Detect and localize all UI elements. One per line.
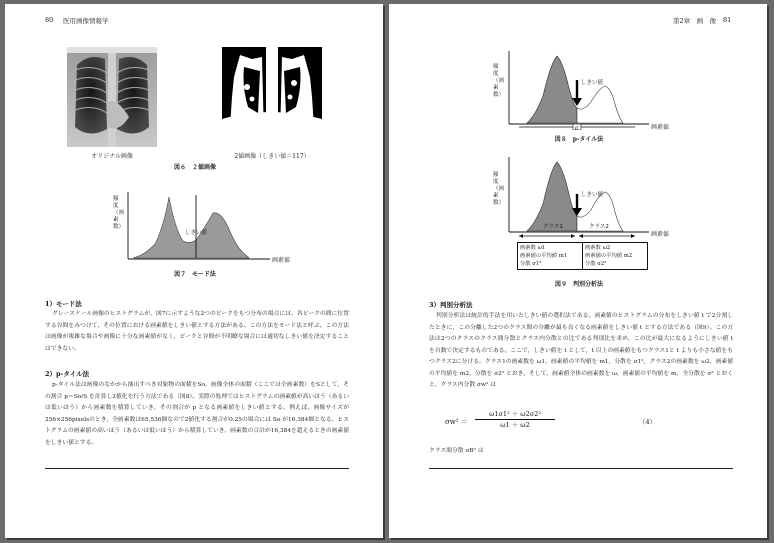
original-image-label: オリジナル画像	[91, 153, 133, 160]
fig8-ylabel: 頻度（画素数）	[493, 64, 505, 98]
class1-stats-box	[517, 242, 583, 270]
fig7-caption: 図７ モード法	[174, 271, 216, 278]
equation-fraction	[475, 409, 555, 430]
page-number: 80	[45, 16, 54, 24]
fig7-xlabel: 画素値	[272, 257, 291, 264]
fig9-caption: 図９ 判別分析法	[554, 281, 603, 288]
fig7-histogram	[105, 189, 295, 269]
fig8-threshold-label: しきい値	[581, 80, 604, 86]
class1-pixel-count: 画素数 ω1	[520, 245, 546, 251]
class1-variance: 分散 σ1²	[520, 261, 542, 267]
equation-lhs: σw² ＝	[445, 418, 468, 426]
fig8-p-label: p	[575, 125, 579, 130]
equation-denominator: ω1 ＋ ω2	[475, 419, 555, 430]
fig7-ylabel: 頻度（画素数）	[113, 196, 125, 230]
footer-rule	[45, 468, 349, 469]
right-page	[389, 4, 767, 538]
fig9-class1-label: クラス1	[543, 224, 563, 230]
section2-heading: 2）p-タイル法	[45, 370, 90, 378]
between-class-variance-text: クラス間分散 σB² は	[429, 448, 484, 454]
fig9-ylabel: 頻度（画素数）	[493, 172, 505, 206]
binary-image-label: 2値画像（しきい値＝117）	[234, 153, 310, 160]
class2-stats-box	[582, 242, 648, 270]
fig6-caption: 図６ ２値画像	[173, 164, 216, 171]
fig9-threshold-label: しきい値	[581, 192, 604, 198]
fig9-xlabel: 画素値	[651, 231, 670, 238]
section3-heading: 3）判別分析法	[429, 301, 473, 309]
class1-mean: 画素値の平均値 m1	[520, 253, 568, 259]
fig8-histogram	[499, 48, 659, 130]
class2-pixel-count: 画素数 ω2	[585, 245, 611, 251]
chest-xray-image	[67, 47, 157, 147]
fig8-caption: 図８ p-タイル法	[554, 136, 604, 143]
section3-body: 判別分析法は統計的手法を用いたしきい値の選択法である。画素値のヒストグラムの分布をしきい値 t で2分割したときに，この分離した2つのクラス間の分離が最も良くなる画素値をしきい値 t とする方法である（図9）。この方法は2つのクラスのクラス間分散とクラス内分散との比である判別比を求め，この比が最大になるようにしきい値 t を自動で決定するものである。ここで，しきい値を t として，t 以上の画素値をもつクラス1と t よりも小さな値をもつクラス2に分ける。クラス1の画素数を ω1，画素値の平均値を m1，分散を σ1²，クラス2の画素数を ω2，画素値の平均値を m2，分散を σ2² とおき，そして，画素値全体の画素数を ω，画素値の平均値を m，全分散を σ² とおくと，クラス内分散 σw² は	[429, 313, 733, 388]
fig9-class2-label: クラス2	[589, 224, 609, 230]
class2-mean: 画素値の平均値 m2	[585, 253, 633, 259]
fig9-histogram	[499, 154, 669, 246]
section1-body: グレースケール画像のヒストグラムが，図7に示すような2つのピークをもつ分布の場合には，各ピークの間に位置する谷間をみつけて，その位置における画素値をしきい値とする方法がある。この方法をモード法と呼ぶ。この方法は画像が複雑な場合や画像に十分な画素値がなく，ピークと谷間が不明瞭な場合には適切なしきい値を決定することはできない。	[45, 311, 349, 352]
running-title: 第2章 画 像	[673, 17, 717, 25]
equation-number: （4）	[639, 418, 657, 426]
class2-variance: 分散 σ2²	[585, 261, 607, 267]
fig8-xlabel: 画素値	[651, 124, 670, 131]
running-title: 医用画像情報学	[63, 17, 109, 25]
binary-image	[222, 47, 322, 147]
section2-body: p-タイル法は画像のなかから抽出すべき対象物の面積をSo，画像全体の面積（ここでは全画素数）をSとして，その割合 p＝So/S を計算し2値化を行う方法である（図8）。実際の処理ではヒストグラムの画素値が高いほう（あるいは低いほう）から画素数を積算していき，その割合が p となる画素値をしきい値とする。例えば，画像サイズが256×256pixelsのとき，全画素数は65,536個なので2値化する割合が0.25の場合には So が16,384個となる。ヒストグラムの画素値の高いほう（あるいは低いほう）から積算していき，画素数の合計が16,384を超えるときの画素値をしきい値とする。	[45, 382, 349, 446]
footer-rule	[429, 468, 733, 469]
fig7-threshold-label: しきい値	[185, 230, 208, 236]
equation-numerator: ω1σ1² ＋ ω2σ2²	[489, 410, 541, 418]
section1-heading: 1）モード法	[45, 300, 82, 308]
page-number: 81	[723, 16, 732, 24]
left-page	[5, 4, 383, 538]
